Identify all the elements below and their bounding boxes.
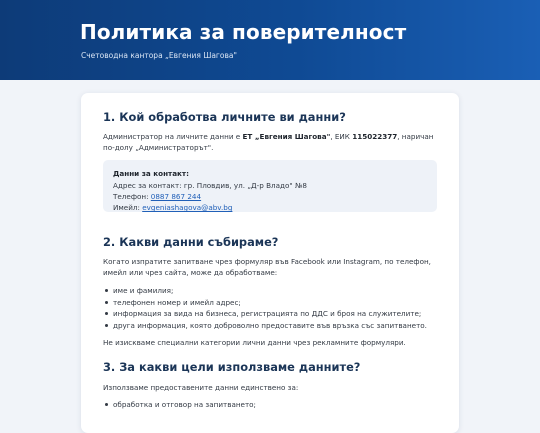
section-2-list — [103, 285, 437, 331]
section-1-heading: 1. Кой обработва личните ви данни? — [103, 110, 346, 124]
page-subtitle: Счетоводна кантора „Евгения Шагова" — [81, 51, 237, 60]
section-2-note: Не изискваме специални категории лични данни чрез рекламните формуляри. — [103, 338, 406, 347]
policy-card — [81, 93, 459, 433]
contact-phone-line — [113, 191, 447, 202]
section-2-heading: 2. Какви данни събираме? — [103, 235, 279, 249]
list-item: друга информация, която доброволно предоставите във връзка със запитването. — [103, 320, 437, 332]
section-3-intro: Използваме предоставените данни единствено за: — [103, 383, 299, 392]
company-name: ЕТ „Евгения Шагова" — [242, 132, 331, 141]
list-item: информация за вида на бизнеса, регистрацията по ДДС и броя на служителите; — [103, 308, 437, 320]
company-eik: 115022377 — [352, 132, 398, 141]
list-item: обработка и отговор на запитването; — [103, 399, 437, 411]
list-item: телефонен номер и имейл адрес; — [103, 297, 437, 309]
contact-box — [103, 160, 437, 212]
intro-text: Администратор на личните данни е — [103, 132, 243, 141]
page-header — [0, 0, 540, 80]
section-1-intro — [103, 131, 437, 153]
intro-text: , наричан по-долу „Администраторът". — [103, 132, 434, 152]
section-2-intro: Когато изпратите запитване чрез формуляр във Facebook или Instagram, по телефон, имейл или чрез сайта, може да обработваме: — [103, 257, 431, 277]
contact-address: Адрес за контакт: гр. Пловдив, ул. „Д-р Владо" №8 — [113, 181, 307, 190]
phone-label: Телефон: — [113, 192, 151, 201]
contact-title: Данни за контакт: — [113, 169, 189, 178]
page-title: Политика за поверителност — [80, 20, 407, 44]
section-3-heading: 3. За какви цели използваме данните? — [103, 360, 361, 374]
email-link[interactable]: evgeniashagova@abv.bg — [142, 203, 233, 212]
contact-email-line — [113, 202, 447, 213]
list-item: име и фамилия; — [103, 285, 437, 297]
email-label: Имейл: — [113, 203, 143, 212]
intro-text: , ЕИК — [330, 132, 353, 141]
phone-link[interactable]: 0887 867 244 — [150, 192, 202, 201]
